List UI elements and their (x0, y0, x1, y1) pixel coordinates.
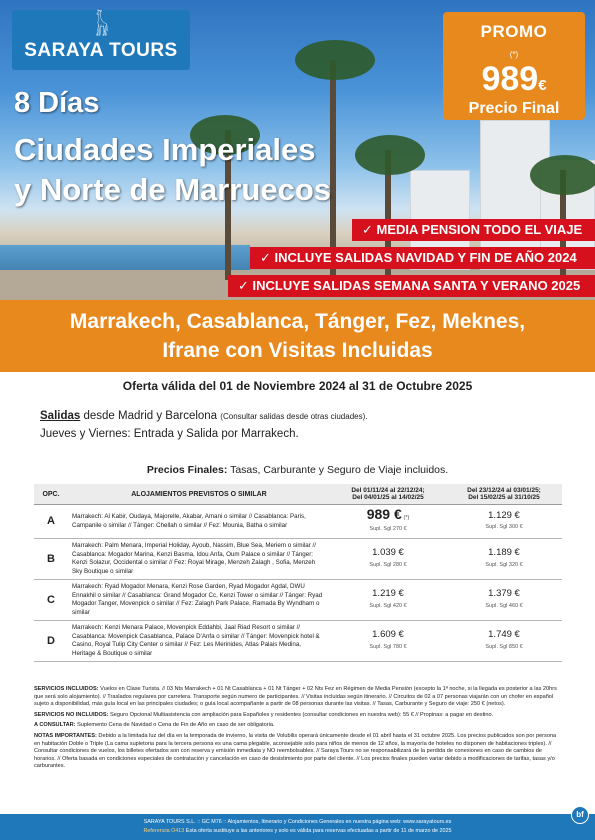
offer-validity: Oferta válida del 01 de Noviembre 2024 al 31 de Octubre 2025 (122, 379, 473, 393)
promo-label: PROMO (480, 22, 548, 41)
promo-sub: Precio Final (468, 100, 560, 117)
promo-price: 989€ (481, 60, 547, 98)
option-code: B (34, 539, 68, 580)
palm-frond (355, 135, 425, 175)
footer-company: SARAYA TOURS S.L. :: GC M76 :: Alojamientos, Itinerario y Condiciones Generales en nuestra página web: www.sarayatours.es (143, 819, 452, 825)
option-code: C (34, 580, 68, 621)
hotel-list: Marrakech: Palm Menara, Imperial Holiday, Ayoub, Nassim, Blue Sea, Meriem o similar // Casablanca: Mogador Marina, Kenzi Basma, Idou Anfa, Oum Palace o similar // Tánger: Kenzi Solazur, Occidental o similar // Fez: Royal Mirage, Menzeh Zalagh , Sofia, Menzeh Sky Boutique o similar (68, 539, 330, 580)
col-option: OPC. (34, 484, 68, 505)
conditions-notes (34, 686, 562, 774)
final-prices-note: Precios Finales: Tasas, Carburante y Seguro de Viaje incluidos. (146, 464, 449, 476)
feature-band-christmas: ✓ INCLUYE SALIDAS NAVIDAD Y FIN DE AÑO 2024 (250, 247, 595, 269)
price-period-1: 1.219 € Supl. Sgl 420 € (330, 580, 446, 621)
table-row (34, 505, 562, 539)
promo-badge (443, 12, 585, 120)
price-period-2: 1.749 € Supl. Sgl 850 € (446, 621, 562, 662)
destinations-line-1: Marrakech, Casablanca, Tánger, Fez, Meknes, (69, 310, 526, 333)
camel-icon: 𓃱 (95, 14, 109, 36)
feature-band-half-board: ✓ MEDIA PENSION TODO EL VIAJE (352, 219, 595, 241)
price-table (34, 484, 562, 662)
col-hotels: ALOJAMIENTOS PREVISTOS O SIMILAR (68, 484, 330, 505)
option-code: D (34, 621, 68, 662)
title-days: 8 Días (14, 87, 100, 119)
hotel-list: Marrakech: Al Kabir, Oudaya, Majorelle, Akabar, Amani o similar // Casablanca: Paris, Campanile o similar // Tánger: Chellah o similar // Fez: Mounia, Batha o similar (68, 505, 330, 539)
footer-reference: Referencia O413 Esta oferta sustituye a las anteriores y solo es válida para reservas efectuadas a partir de 11 de marzo de 2025 (143, 828, 452, 834)
table-row (34, 539, 562, 580)
title-line-3: y Norte de Marruecos (14, 172, 331, 207)
not-included-services: SERVICIOS NO INCLUIDOS: Seguro Opcional Multiasistencia con ampliación para Españoles y residentes (consultar condiciones en nuestra web): 55 € // Propinas: a pagar en destino. (34, 711, 494, 718)
important-notes: NOTAS IMPORTANTES: Debido a la limitada luz del día en la temporada de invierno, la visita de Volubilis operará únicamente desde el 01 abril hasta el 31 octubre 2025. Los precios publicados son por persona en habitación Doble o Triple (La cama supletoria para la tercera persona es una cama plegable, aconsejable solo para niños de menos de 12 años, la mayoría de hoteles no disponen de habitaciones triples). // Consultar condiciones de vuelos, los billetes ofertados son con reserva y emisión inmediata y NO reembolsables. // Saraya Tours no se responsabilizará de la perdida de conexiones en caso de cambios de horarios. // Oferta basada en condiciones especiales de contratación y cancelación en caso de desistimiento por parte del cliente. // Los precios finales pueden variar debido a modificaciones de tarifas, tasas y/o carburantes. (34, 732, 557, 770)
col-period-2: Del 23/12/24 al 03/01/25; Del 15/02/25 al 31/10/25 (446, 484, 562, 505)
saraya-tours-logo (12, 10, 190, 70)
col-period-1: Del 01/11/24 al 22/12/24; Del 04/01/25 al 14/02/25 (330, 484, 446, 505)
footer (0, 814, 595, 840)
table-header (34, 484, 562, 505)
price-period-2: 1.129 € Supl. Sgl 300 € (446, 505, 562, 539)
destinations-line-2: Ifrane con Visitas Incluidas (162, 339, 433, 362)
brand-name: SARAYA TOURS (24, 40, 178, 61)
palm-frond (530, 155, 595, 195)
option-code: A (34, 505, 68, 539)
promo-note: (*) (509, 50, 519, 59)
price-period-1: 1.609 € Supl. Sgl 780 € (330, 621, 446, 662)
price-period-2: 1.189 € Supl. Sgl 320 € (446, 539, 562, 580)
feature-band-easter-summer: ✓ INCLUYE SALIDAS SEMANA SANTA Y VERANO 2025 (228, 275, 595, 297)
destinations-banner (0, 300, 595, 372)
departures: Salidas desde Madrid y Barcelona (Consultar salidas desde otras ciudades). (40, 410, 368, 422)
price-period-2: 1.379 € Supl. Sgl 460 € (446, 580, 562, 621)
included-services: SERVICIOS INCLUIDOS: Vuelos en Clase Turista. // 03 Nts Marrakech + 01 Nt Casablanca + 01 Nt Tánger + 02 Nts Fez en Régimen de Media Pensión (excepto la 1ª noche, si la llegada es posterior a las 20hrs que será solo alojamiento). // Traslados regulares por carretera. Transporte según numero de participantes. // Visitas incluidas según itinerario. // Circuitos de 02 a 07 personas viajarán con un chofer en español sujeto a disponibilidad, más guía local en las principales ciudades; o guía local acompañante a partir de 08 personas durante las visitas. // Tasas, Carburante y Seguro de viaje: 250 € (netos). (34, 686, 557, 708)
hotel-list: Marrakech: Ryad Mogador Menara, Kenzi Rose Garden, Ryad Mogador Agdal, DWU Ennakhil o similar // Casablanca: Grand Mogador Cc, Kenzi Tower o similar // Tánger: Ryad Mogador Tanger, Movenpick o similar // Fez: Zalagh Park Palace, Ramada By Wyndham o similar (68, 580, 330, 621)
palm-frond (295, 40, 375, 80)
title-line-2: Ciudades Imperiales (14, 132, 316, 167)
price-period-1: 1.039 € Supl. Sgl 280 € (330, 539, 446, 580)
departure-days: Jueves y Viernes: Entrada y Salida por Marrakech. (40, 428, 299, 440)
to-consult: A CONSULTAR: Suplemento Cena de Navidad o Cena de Fin de Año en caso de ser obligatoria. (34, 722, 275, 729)
bf-badge-icon: bf (571, 806, 589, 824)
table-row (34, 580, 562, 621)
hotel-list: Marrakech: Kenzi Menara Palace, Movenpick Eddahbi, Jaal Riad Resort o similar // Casablanca: Movenpick Casablanca, Palace D'Anfa o similar // Tánger: Movenpick hotel & Casino, Royal Tulip City Center o similar // Fez: Les Merinides, Atlas Palais Medina, Heritage & Boutique o similar (68, 621, 330, 662)
table-row (34, 621, 562, 662)
price-period-1: 989 € (*) Supl. Sgl 270 € (330, 505, 446, 539)
